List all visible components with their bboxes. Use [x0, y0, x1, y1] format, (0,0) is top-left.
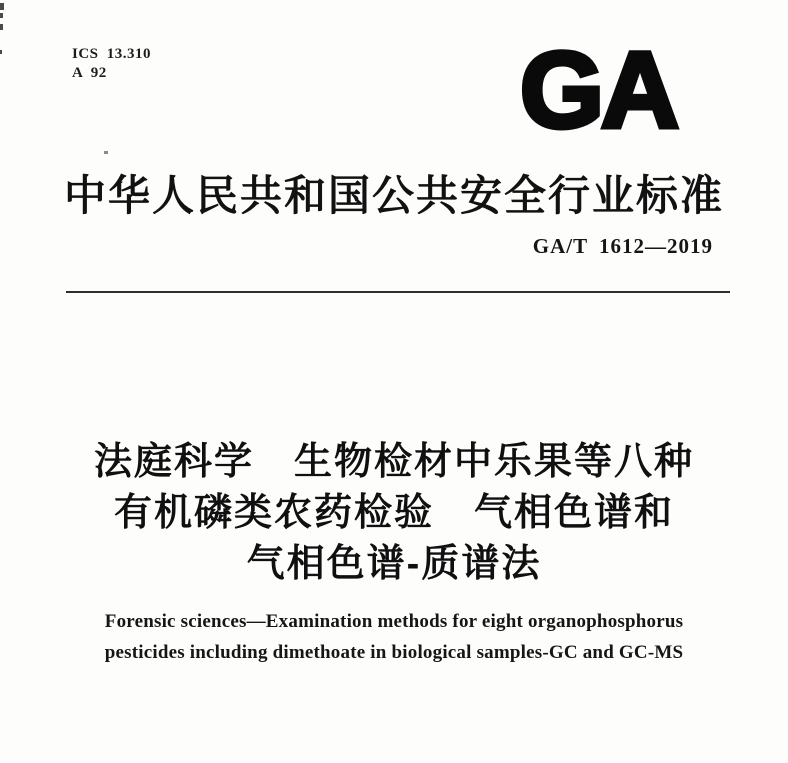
scan-artifact: [0, 13, 3, 18]
ics-code-block: [72, 45, 151, 83]
scan-artifact: [0, 3, 4, 10]
document-title-chinese: [0, 437, 788, 590]
title-cn-line-1: 法庭科学 生物检材中乐果等八种: [93, 441, 694, 483]
document-title-english: [0, 606, 788, 668]
scan-artifact: [0, 24, 3, 30]
title-en-line-1: Forensic sciences—Examination methods for eight organophosphorus: [104, 611, 684, 632]
standard-number: GA/T 1612—2019: [532, 234, 713, 258]
header-divider-line: [66, 291, 730, 293]
classification-code: A 92: [72, 65, 107, 81]
scan-artifact: [104, 151, 108, 154]
scan-artifact: [0, 50, 2, 54]
standard-type-heading: 中华人民共和国公共安全行业标准: [63, 172, 724, 219]
ics-code: ICS 13.310: [72, 46, 152, 62]
title-cn-line-2: 有机磷类农药检验 气相色谱和: [113, 492, 674, 534]
title-cn-line-3: 气相色谱-质谱法: [246, 543, 542, 585]
ga-logo: GA: [520, 29, 676, 150]
title-en-line-2: pesticides including dimethoate in biological samples-GC and GC-MS: [104, 642, 684, 663]
